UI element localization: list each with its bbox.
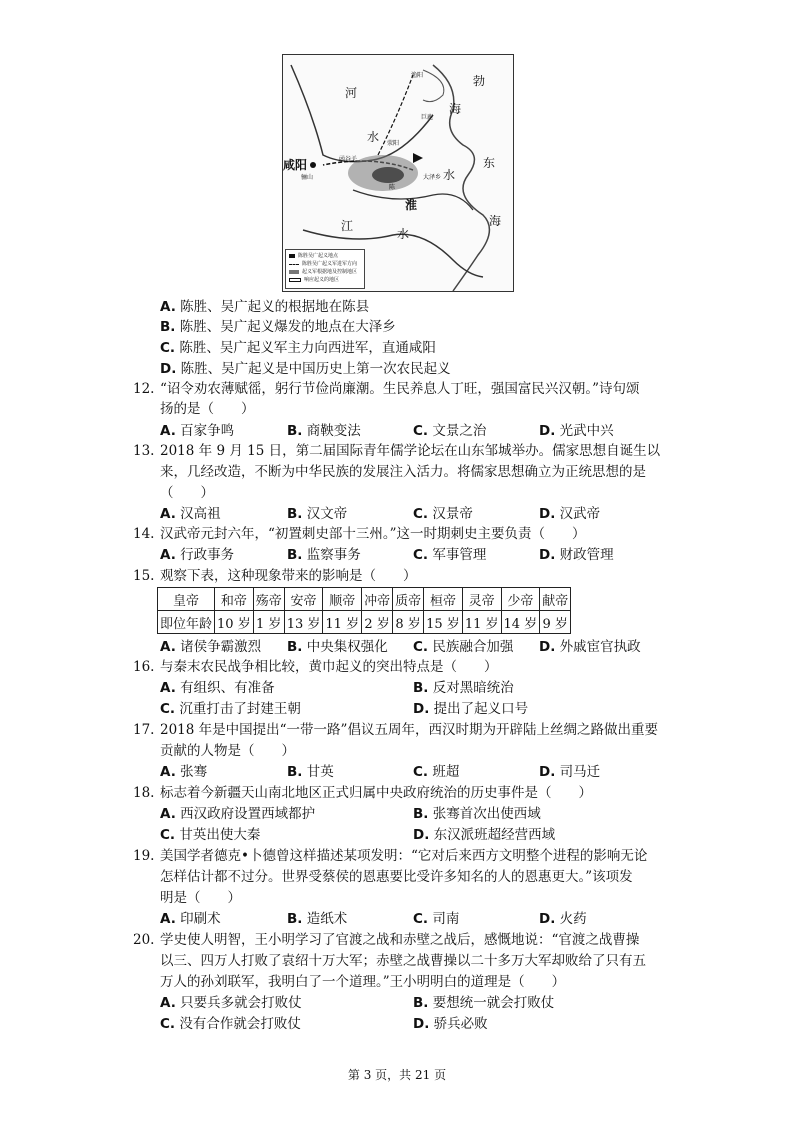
map-label-bo: 勃 bbox=[473, 74, 486, 88]
map-label-hai2: 海 bbox=[489, 214, 502, 228]
legend-item: 陈胜吴广起义地点 bbox=[289, 252, 361, 260]
table-cell: 安帝 bbox=[284, 588, 323, 611]
table-row bbox=[158, 588, 571, 611]
map-label-jiang: 江 bbox=[341, 219, 354, 233]
flag-icon bbox=[289, 254, 295, 258]
q17-option-a[interactable]: A. 张骞 bbox=[160, 764, 208, 780]
legend-item: 陈胜吴广起义军进军方向 bbox=[289, 260, 361, 268]
q13-stem-line1: 2018 年 9 月 15 日，第二届国际青年儒学论坛在山东邹城举办。儒家思想自诞生以 bbox=[160, 443, 661, 459]
table-cell: 灵帝 bbox=[462, 588, 501, 611]
table-cell: 和帝 bbox=[215, 588, 254, 611]
table-cell: 15 岁 bbox=[424, 611, 463, 634]
q15-option-a[interactable]: A. 诸侯争霸激烈 bbox=[160, 639, 262, 655]
table-cell: 1 岁 bbox=[253, 611, 284, 634]
q17-stem-line1: 2018 年是中国提出“一带一路”倡议五周年，西汉时期为开辟陆上丝绸之路做出重要 bbox=[160, 722, 658, 738]
map-label-shui2: 水 bbox=[443, 168, 456, 182]
table-cell: 13 岁 bbox=[284, 611, 323, 634]
q19-option-b[interactable]: B. 造纸术 bbox=[287, 911, 348, 927]
map-label-xingyang: 荥阳 bbox=[387, 140, 400, 147]
table-cell: 顺帝 bbox=[323, 588, 362, 611]
q13-option-d[interactable]: D. 汉武帝 bbox=[539, 506, 601, 522]
qin-uprising-map bbox=[282, 54, 514, 292]
q20-option-a[interactable]: A. 只要兵多就会打败仗 bbox=[160, 995, 302, 1011]
q20-option-b[interactable]: B. 要想统一就会打败仗 bbox=[413, 995, 555, 1011]
map-label-he: 河 bbox=[345, 86, 358, 100]
q11-option-a[interactable]: A. 陈胜、吴广起义的根据地在陈县 bbox=[160, 299, 370, 315]
map-label-dong: 东 bbox=[483, 156, 496, 170]
map-label-yuyang: 渔阳 bbox=[411, 72, 424, 79]
area-icon bbox=[289, 278, 301, 282]
q11-option-b[interactable]: B. 陈胜、吴广起义爆发的地点在大泽乡 bbox=[160, 319, 396, 335]
table-cell: 皇帝 bbox=[158, 588, 215, 611]
map-label-shui3: 水 bbox=[397, 227, 410, 241]
q16-option-c[interactable]: C. 沉重打击了封建王朝 bbox=[160, 701, 301, 717]
q18-number: 18. bbox=[133, 785, 155, 801]
q11-option-d[interactable]: D. 陈胜、吴广起义是中国历史上第一次农民起义 bbox=[160, 361, 451, 377]
q15-number: 15. bbox=[133, 568, 155, 584]
table-cell: 桓帝 bbox=[424, 588, 463, 611]
q18-option-c[interactable]: C. 甘英出使大秦 bbox=[160, 827, 261, 843]
q15-option-c[interactable]: C. 民族融合加强 bbox=[413, 639, 514, 655]
map-label-shui: 水 bbox=[367, 130, 380, 144]
map-legend bbox=[285, 249, 365, 289]
q16-option-a[interactable]: A. 有组织、有准备 bbox=[160, 680, 275, 696]
q12-option-a[interactable]: A. 百家争鸣 bbox=[160, 423, 235, 439]
table-cell: 殇帝 bbox=[253, 588, 284, 611]
q14-stem-line1: 汉武帝元封六年，“初置刺史部十三州。”这一时期刺史主要负责（ ） bbox=[160, 526, 586, 542]
q17-stem-line2: 贡献的人物是（ ） bbox=[160, 743, 295, 759]
q17-option-b[interactable]: B. 甘英 bbox=[287, 764, 334, 780]
table-cell: 9 岁 bbox=[540, 611, 571, 634]
q12-number: 12. bbox=[133, 381, 155, 397]
table-cell: 冲帝 bbox=[362, 588, 393, 611]
q14-option-c[interactable]: C. 军事管理 bbox=[413, 547, 487, 563]
q13-stem-line2: 来，几经改造，不断为中华民族的发展注入活力。将儒家思想确立为正统思想的是 bbox=[160, 464, 646, 480]
q15-option-d[interactable]: D. 外戚宦官执政 bbox=[539, 639, 641, 655]
map-label-julu: 巨鹿 bbox=[421, 114, 434, 121]
table-cell: 8 岁 bbox=[393, 611, 424, 634]
q20-option-d[interactable]: D. 骄兵必败 bbox=[413, 1016, 488, 1032]
q15-stem-line1: 观察下表，这种现象带来的影响是（ ） bbox=[160, 568, 417, 584]
legend-item: 起义军根据地及控制地区 bbox=[289, 268, 361, 276]
q14-number: 14. bbox=[133, 526, 155, 542]
q18-option-a[interactable]: A. 西汉政府设置西域都护 bbox=[160, 806, 316, 822]
q18-stem-line1: 标志着今新疆天山南北地区正式归属中央政府统治的历史事件是（ ） bbox=[160, 785, 592, 801]
q12-option-d[interactable]: D. 光武中兴 bbox=[539, 423, 614, 439]
q17-option-c[interactable]: C. 班超 bbox=[413, 764, 460, 780]
q13-option-b[interactable]: B. 汉文帝 bbox=[287, 506, 348, 522]
q13-option-c[interactable]: C. 汉景帝 bbox=[413, 506, 473, 522]
q20-option-c[interactable]: C. 没有合作就会打败仗 bbox=[160, 1016, 301, 1032]
q19-stem-line2: 怎样估计都不过分。世界受蔡侯的恩惠要比受许多知名的人的恩惠更大。”该项发 bbox=[160, 869, 633, 885]
q15-option-b[interactable]: B. 中央集权强化 bbox=[287, 639, 388, 655]
q19-option-d[interactable]: D. 火药 bbox=[539, 911, 587, 927]
q13-number: 13. bbox=[133, 443, 155, 459]
table-cell: 2 岁 bbox=[362, 611, 393, 634]
q16-option-d[interactable]: D. 提出了起义口号 bbox=[413, 701, 529, 717]
table-cell: 14 岁 bbox=[501, 611, 540, 634]
table-row bbox=[158, 611, 571, 634]
table-cell: 献帝 bbox=[540, 588, 571, 611]
arrow-icon bbox=[289, 264, 299, 265]
q13-stem-line3: （ ） bbox=[160, 485, 214, 501]
table-cell: 10 岁 bbox=[215, 611, 254, 634]
q20-stem-line3: 万人的孙刘联军，我明白了一个道理。”王小明明白的道理是（ ） bbox=[160, 974, 566, 990]
q14-option-a[interactable]: A. 行政事务 bbox=[160, 547, 235, 563]
q13-option-a[interactable]: A. 汉高祖 bbox=[160, 506, 221, 522]
map-label-dazexiang: 大泽乡 bbox=[423, 174, 442, 181]
table-cell: 11 岁 bbox=[462, 611, 501, 634]
q12-option-c[interactable]: C. 文景之治 bbox=[413, 423, 487, 439]
q18-option-b[interactable]: B. 张骞首次出使西域 bbox=[413, 806, 541, 822]
q19-option-c[interactable]: C. 司南 bbox=[413, 911, 460, 927]
q19-option-a[interactable]: A. 印刷术 bbox=[160, 911, 221, 927]
q12-option-b[interactable]: B. 商鞅变法 bbox=[287, 423, 361, 439]
q20-number: 20. bbox=[133, 932, 155, 948]
q19-stem-line1: 美国学者德克•卜德曾这样描述某项发明：“它对后来西方文明整个进程的影响无论 bbox=[160, 848, 648, 864]
q16-number: 16. bbox=[133, 659, 155, 675]
q14-option-b[interactable]: B. 监察事务 bbox=[287, 547, 361, 563]
map-label-hangu: 函谷关 bbox=[339, 156, 358, 163]
q11-option-c[interactable]: C. 陈胜、吴广起义军主力向西进军，直通咸阳 bbox=[160, 340, 436, 356]
emperor-age-table bbox=[157, 587, 571, 634]
q12-stem-line2: 扬的是（ ） bbox=[160, 401, 255, 417]
table-cell: 质帝 bbox=[393, 588, 424, 611]
q16-stem-line1: 与秦末农民战争相比较，黄巾起义的突出特点是（ ） bbox=[160, 659, 498, 675]
legend-item: 响应起义的地区 bbox=[289, 276, 361, 284]
q16-option-b[interactable]: B. 反对黑暗统治 bbox=[413, 680, 514, 696]
q19-number: 19. bbox=[133, 848, 155, 864]
map-label-chen: 陈 bbox=[389, 184, 396, 191]
q17-number: 17. bbox=[133, 722, 155, 738]
map-label-hai: 海 bbox=[449, 102, 462, 116]
q20-stem-line1: 学史使人明智，王小明学习了官渡之战和赤壁之战后，感慨地说：“官渡之战曹操 bbox=[160, 932, 640, 948]
map-label-xianyang: 咸阳 bbox=[283, 158, 308, 172]
table-cell: 即位年龄 bbox=[158, 611, 215, 634]
q12-stem-line1: “诏令劝农薄赋徭，躬行节俭尚廉潮。生民养息人丁旺，强国富民兴汉朝。”诗句颂 bbox=[160, 381, 640, 397]
table-cell: 少帝 bbox=[501, 588, 540, 611]
q17-option-d[interactable]: D. 司马迁 bbox=[539, 764, 601, 780]
region-icon bbox=[289, 270, 299, 274]
q20-stem-line2: 以三、四万人打败了袁绍十万大军；赤壁之战曹操以二十多万大军却败给了只有五 bbox=[160, 953, 646, 969]
map-label-huai: 淮 bbox=[405, 198, 418, 212]
map-label-lishan: 骊山 bbox=[301, 174, 314, 181]
q19-stem-line3: 明是（ ） bbox=[160, 890, 241, 906]
page-footer: 第 3 页，共 21 页 bbox=[347, 1068, 447, 1082]
q14-option-d[interactable]: D. 财政管理 bbox=[539, 547, 614, 563]
table-cell: 11 岁 bbox=[323, 611, 362, 634]
q18-option-d[interactable]: D. 东汉派班超经营西域 bbox=[413, 827, 556, 843]
